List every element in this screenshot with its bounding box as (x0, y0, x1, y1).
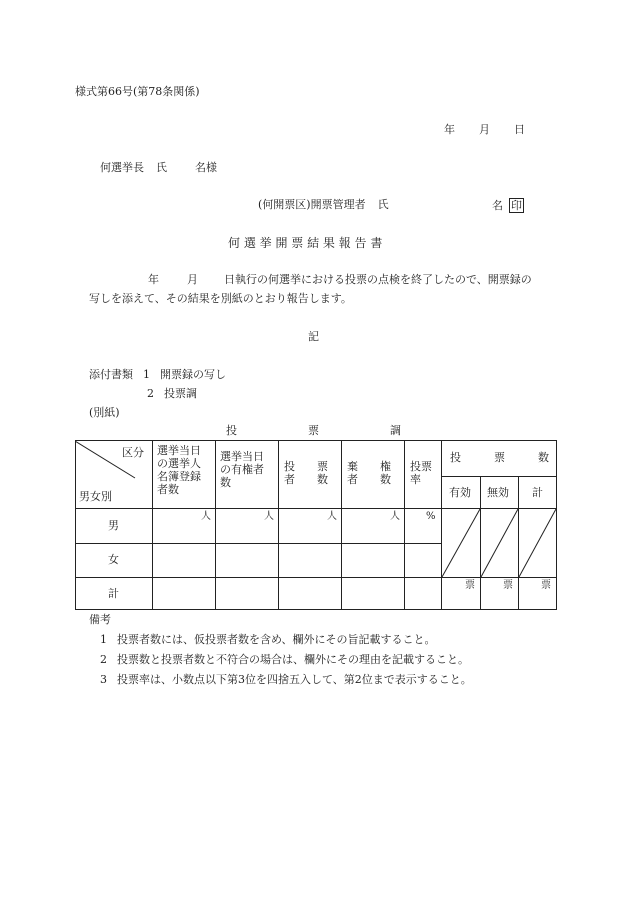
note-item (100, 674, 472, 685)
date-year: 年 (444, 123, 455, 136)
note-num: 3 (100, 673, 107, 686)
date-day: 日 (514, 123, 525, 136)
body-line-1-rest: 日執行の何選挙における投票の点検を終了したので、開票録の (224, 273, 532, 286)
unit-vote: 票 (541, 580, 551, 591)
header-registered (157, 444, 201, 496)
header-abstain (347, 460, 391, 486)
note-item (100, 654, 469, 665)
header-valid: 有効 (449, 486, 471, 499)
table-caption-3: 調 (390, 424, 401, 437)
row-label-female: 女 (108, 553, 119, 566)
row-label-total: 計 (108, 587, 119, 600)
unit-person: 人 (264, 511, 274, 522)
sender-surname: 氏 (377, 198, 389, 211)
attachment-text: 投票調 (164, 387, 197, 400)
row-label-male: 男 (108, 519, 119, 532)
header-invalid: 無効 (487, 486, 509, 499)
attachment-num: 2 (147, 387, 154, 400)
addressee (100, 162, 217, 173)
corner-label-category: 区分 (122, 446, 144, 459)
notes-label: 備考 (89, 613, 111, 626)
date-line (444, 124, 525, 135)
unit-person: 人 (390, 511, 400, 522)
attachments-label: 添付書類 (89, 368, 133, 381)
header-line: 選挙当日 (157, 444, 201, 457)
header-eligible (220, 450, 264, 489)
addressee-prefix: 何選挙長 (100, 161, 144, 174)
sender (258, 199, 389, 210)
header-line: 率 (410, 473, 421, 486)
vote-table (75, 440, 557, 610)
note-num: 1 (100, 633, 107, 646)
body-month: 月 (187, 273, 198, 286)
body-year: 年 (148, 273, 159, 286)
header-total: 計 (532, 486, 543, 499)
addressee-surname: 氏 (156, 161, 167, 174)
document-title: 何 選 挙 開 票 結 果 報 告 書 (228, 236, 383, 250)
attachments-line-2 (147, 388, 197, 399)
appendix-label: (別紙) (89, 406, 120, 419)
header-line: 者数 (157, 483, 179, 496)
sender-name-seal (492, 198, 524, 213)
unit-percent: % (426, 511, 436, 522)
attachment-num: 1 (143, 368, 150, 381)
header-line: 選挙当日 (220, 450, 264, 463)
note-num: 2 (100, 653, 107, 666)
table-caption-2: 票 (308, 424, 319, 437)
cell-slash (442, 509, 480, 577)
note-text: 投票数と投票者数と不符合の場合は、欄外にその理由を記載すること。 (117, 653, 469, 666)
attachment-text: 開票録の写し (160, 368, 226, 381)
cell-slash (519, 509, 556, 577)
unit-vote: 票 (465, 580, 475, 591)
unit-vote: 票 (503, 580, 513, 591)
header-votes-char-2: 票 (494, 451, 505, 464)
unit-person: 人 (201, 511, 211, 522)
note-item (100, 634, 436, 645)
attachments-line-1 (89, 369, 226, 380)
unit-person: 人 (327, 511, 337, 522)
cell-slash (481, 509, 518, 577)
header-line: 数 (220, 476, 231, 489)
header-line: 棄 権 (347, 460, 391, 473)
sender-role: (何開票区)開票管理者 (258, 198, 366, 211)
header-rate (410, 460, 432, 486)
header-line: の選挙人 (157, 457, 201, 470)
header-votes-char-1: 投 (450, 451, 461, 464)
corner-label-gender: 男女別 (79, 490, 112, 503)
header-line: 者 数 (284, 473, 328, 486)
table-caption-1: 投 (226, 424, 237, 437)
sender-name: 名 (492, 199, 503, 212)
date-month: 月 (479, 123, 490, 136)
header-line: の有権者 (220, 463, 264, 476)
header-voters (284, 460, 328, 486)
note-text: 投票者数には、仮投票者数を含め、欄外にその旨記載すること。 (117, 633, 436, 646)
header-line: 投 票 (284, 460, 328, 473)
header-line: 者 数 (347, 473, 391, 486)
addressee-name: 名様 (195, 161, 217, 174)
body-line-1 (148, 274, 532, 285)
header-line: 投票 (410, 460, 432, 473)
ki-heading: 記 (308, 330, 319, 343)
body-line-2: 写しを添えて、その結果を別紙のとおり報告します。 (89, 292, 352, 305)
form-number: 様式第66号(第78条関係) (75, 85, 200, 98)
note-text: 投票率は、小数点以下第3位を四捨五入して、第2位まで表示すること。 (117, 673, 472, 686)
seal-mark: 印 (511, 199, 522, 212)
header-votes-char-3: 数 (538, 451, 549, 464)
header-line: 名簿登録 (157, 470, 201, 483)
